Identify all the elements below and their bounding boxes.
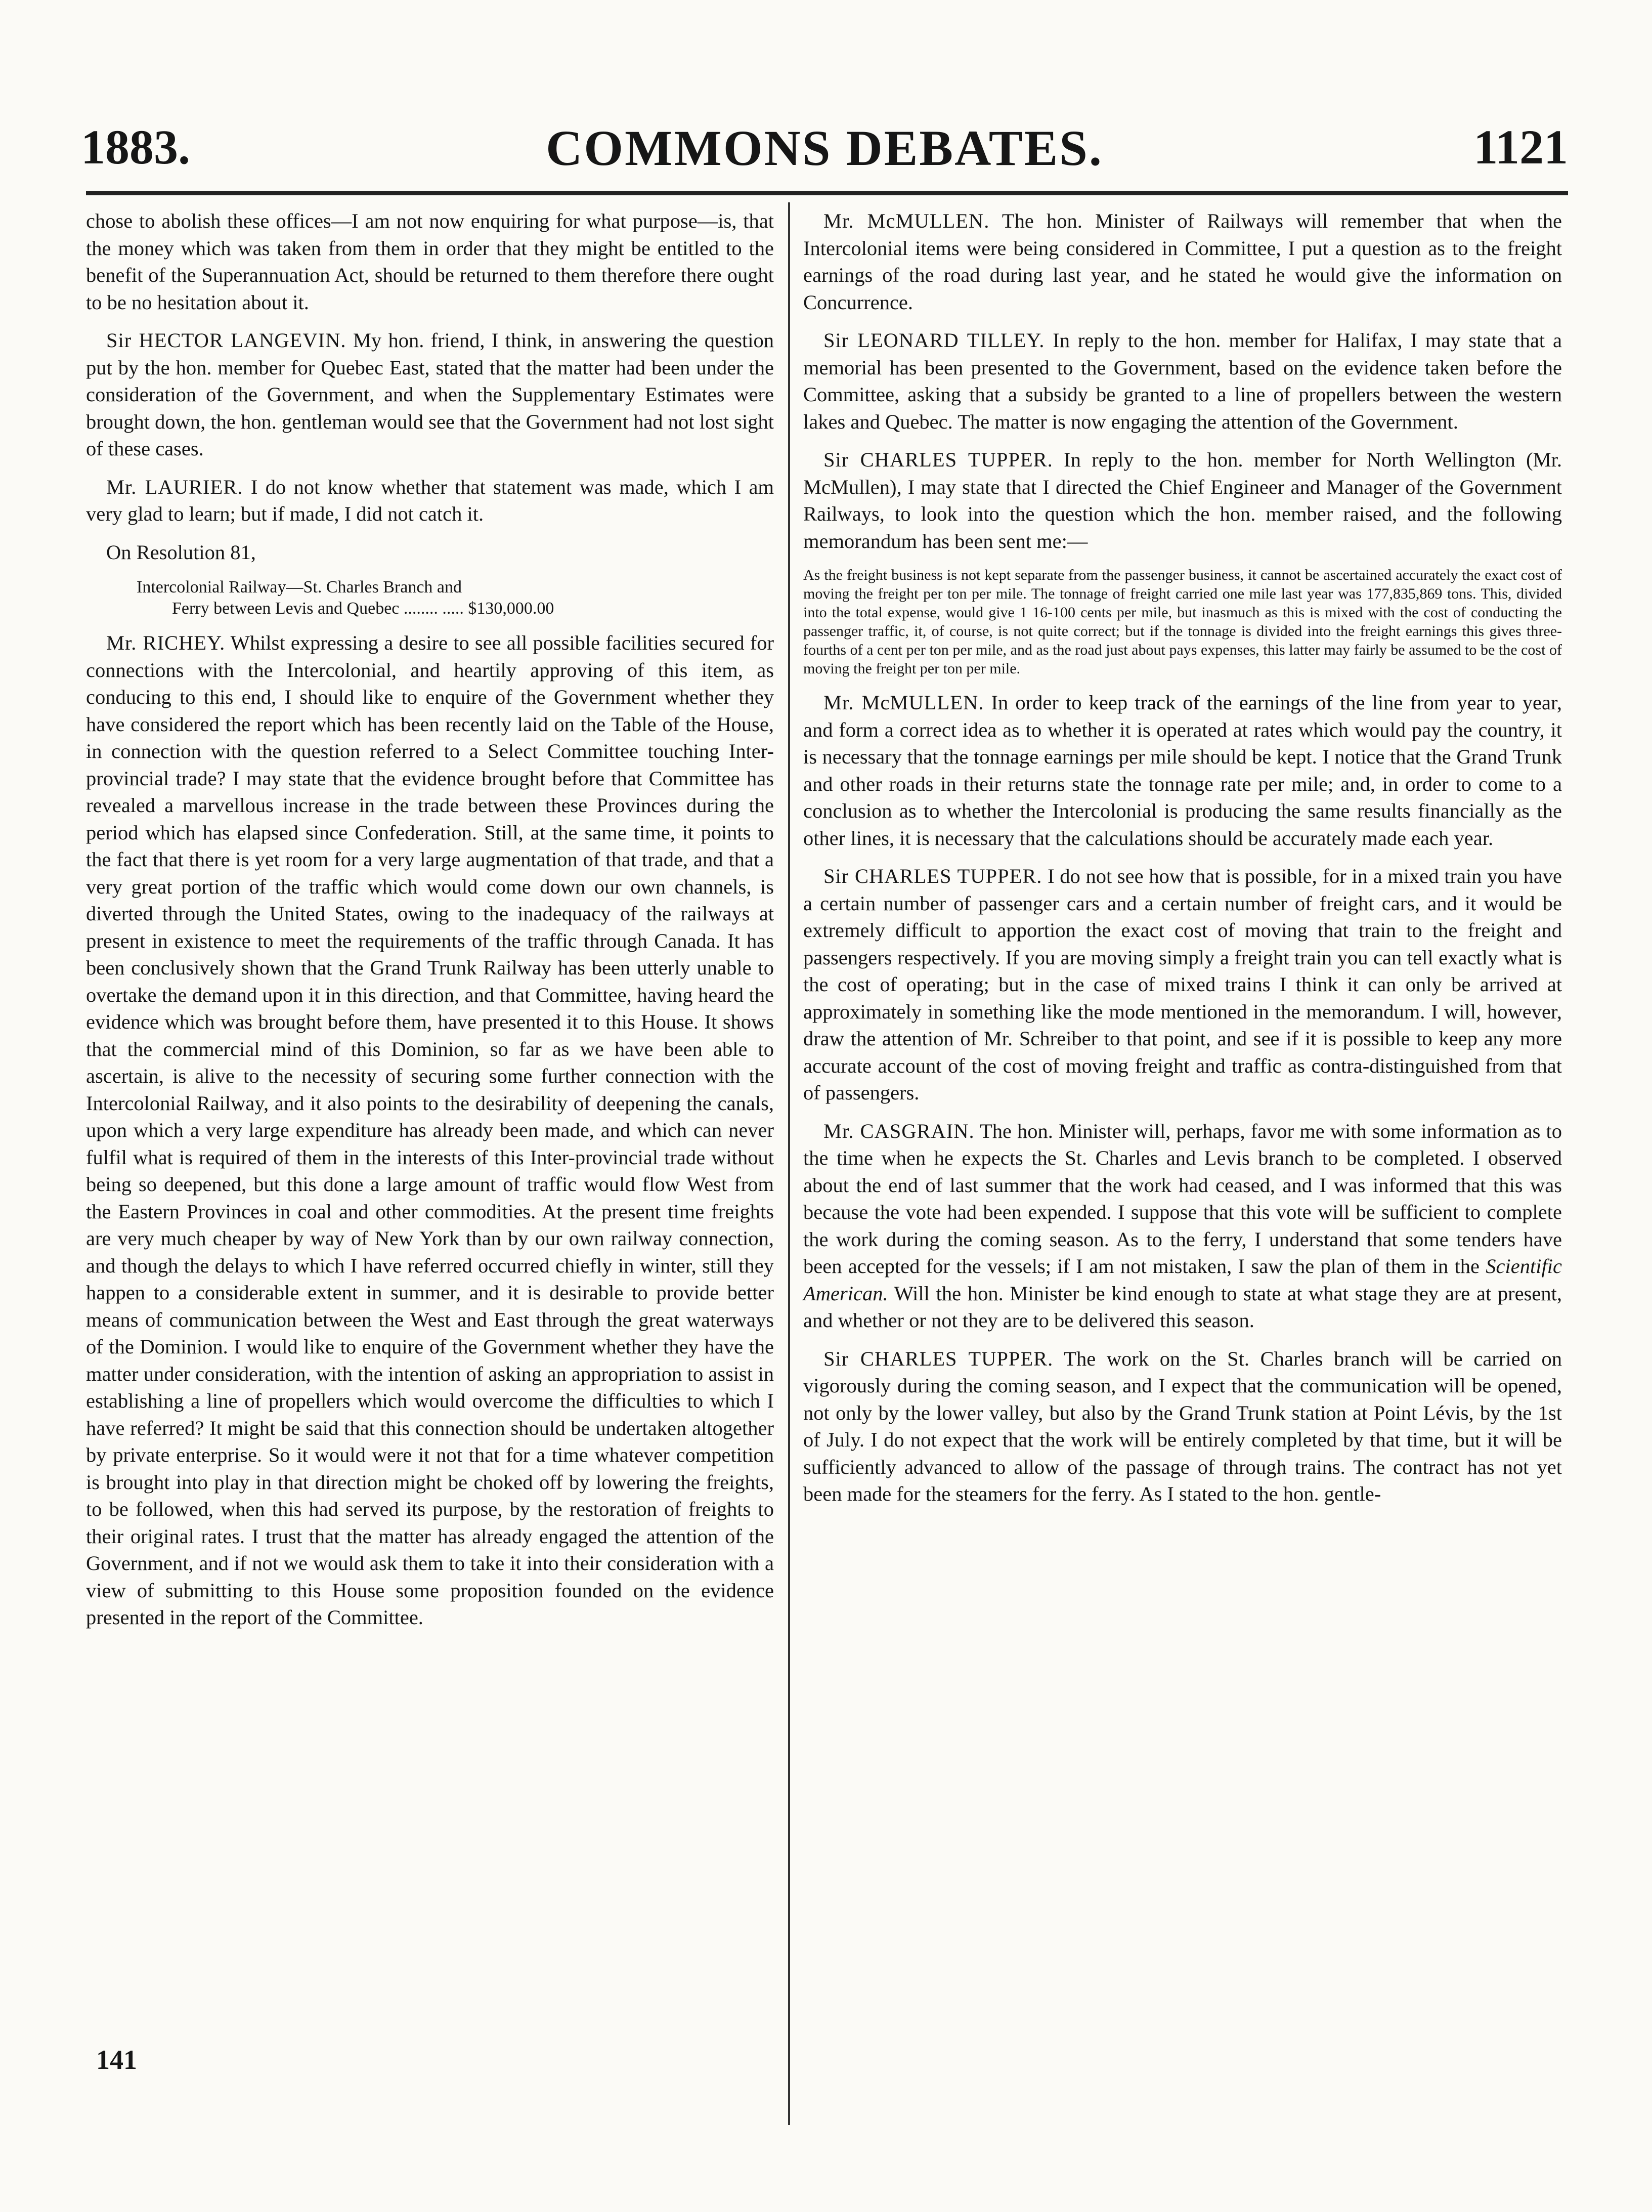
speaker-name: Sir CHARLES TUPPER. — [823, 448, 1053, 471]
column-divider — [788, 202, 790, 2125]
speech-text: In order to keep track of the earnings of the line from year to year, and form a correct idea as to whether it is operated at rates which would pay the country, it is necessary that the tonnage earnings per mile should be kept. I notice that the Grand Trunk and other roads in their returns state the tonnage rate per mile; and, in order to come to a conclusion as to whether the Intercolonial is producing the same results financially as the other lines, it is necessary that the calculations should be accurately made each year. — [803, 691, 1562, 849]
header-page-number: 1121 — [1473, 120, 1568, 174]
speech-text: My hon. friend, I think, in answering the question put by the hon. member for Quebec East, stated that the matter had been under the consideration of the Government, and when the Supplementary Estimates were brought down, the hon. gentleman would see that the Government had not lost sight of these cases. — [86, 329, 774, 460]
speech-text: In reply to the hon. member for Halifax, I may state that a memorial has been presented to the Government, based on the evidence taken before the Committee, asking that a subsidy be granted to a line of propellers between the western lakes and Quebec. The matter is now engaging the attention of the Government. — [803, 329, 1562, 433]
speech-text: In reply to the hon. member for North Wellington (Mr. McMullen), I may state that I directed the Chief Engineer and Manager of the Government Railways, to look into the question which the hon. member raised, and the following memorandum has been sent me:— — [803, 448, 1562, 552]
speech-tupper — [803, 446, 1562, 555]
speech-text: Whilst expressing a desire to see all possible facilities secured for connections with the Intercolonial, and heartily approving of this item, as conducing to this end, I should like to enquire of the Government whether they have considered the report which has been recently laid on the Table of the House, in connection with the question referred to a Select Committee touching Inter-provincial trade? I may state that the evidence brought before that Committee has revealed a marvellous increase in the trade between these Provinces during the period which has elapsed since Confederation. Still, at the same time, it points to the fact that there is yet room for a very large augmentation of that trade, and that a very great portion of the traffic which would come down our own channels, is diverted through the United States, owing to the inadequacy of the railways at present in existence to meet the requirements of the traffic through Canada. It has been conclusively shown that the Grand Trunk Railway has been utterly unable to overtake the demand upon it in this direction, and that Committee, having heard the evidence which was brought before them, have presented it to this House. It shows that the commercial mind of this Dominion, so far as we have been able to ascertain, is alive to the necessity of securing some further connection with the Intercolonial Railway, and it also points to the desirability of deepening the canals, upon which a very large expenditure has already been made, and which can never fulfil what is required of them in the interests of this Inter-provincial trade without being so deepened, but this done a large amount of traffic would flow West from the Eastern Provinces in coal and other commodities. At the present time freights are very much cheaper by way of New York than by our own railway connection, and though the delays to which I have referred occurred chiefly in winter, still they happen to a considerable extent in summer, and it is desirable to provide better means of communication between the West and East through the great waterways of the Dominion. I would like to enquire of the Government whether they have the matter under consideration, with the intention of asking an appropriation to assist in establishing a line of propellers which would overcome the difficulties to which I have referred? It might be said that this connection should be undertaken altogether by private enterprise. So it would were it not that for a time whatever competition is brought into play in that direction might be choked off by lowering the freights, to be followed, when this had served its purpose, by the restoration of freights to their original rates. I trust that the matter has already engaged the attention of the Government, and if not we would ask them to take it into their consideration with a view of submitting to this House some proposition founded on the evidence presented in the report of the Committee. — [86, 631, 774, 1629]
speech-casgrain — [803, 1118, 1562, 1334]
speech-mcmullen — [803, 207, 1562, 316]
resolution-line: Intercolonial Railway—St. Charles Branch and — [137, 578, 462, 597]
right-column — [803, 207, 1562, 1519]
speaker-name: Mr. McMULLEN. — [823, 691, 984, 714]
speech-text: The hon. Minister will, perhaps, favor me with some information as to the time when he expects the St. Charles and Levis branch to be completed. I observed about the end of last summer that the work had ceased, and I was informed that this was because the vote had been expended. I suppose that this vote will be sufficient to complete the work during the coming season. As to the ferry, I understand that some tenders have been accepted for the vessels; if I am not mistaken, I saw the plan of them in the — [803, 1119, 1562, 1278]
speech-text: The work on the St. Charles branch will be carried on vigorously during the coming season, and I expect that the communication will be opened, not only by the lower valley, but also by the Grand Trunk station at Point Lévis, by the 1st of July. I do not expect that the work will be entirely completed by that time, but it will be sufficiently advanced to allow of the passage of through trains. The contract has not yet been made for the steamers for the ferry. As I stated to the hon. gentle- — [803, 1347, 1562, 1505]
speaker-name: Sir CHARLES TUPPER. — [823, 865, 1042, 887]
speech-langevin — [86, 327, 774, 462]
resolution-line: Ferry between Levis and Quebec ........ ..... $130,000.00 — [172, 599, 554, 618]
sheet-number: 141 — [96, 2045, 137, 2075]
memorandum: As the freight business is not kept separate from the passenger business, it cannot be ascertained accurately the exact cost of moving the freight per ton per mile. The tonnage of freight carried one mile last year was 177,835,869 tons. This, divided into the total expense, would give 1 16-100 cents per mile, but inasmuch as this is mixed with the cost of conducting the passenger traffic, it, of course, is not quite correct; but if the tonnage is divided into the freight earnings this gives three-fourths of a cent per ton per mile, and as the road just about pays expenses, this latter may fairly be assumed to be the cost of moving the freight per ton per mile. — [803, 567, 1562, 677]
speech-text: I do not see how that is possible, for in a mixed train you have a certain number of passenger cars and a certain number of freight cars, and it would be extremely difficult to apportion the exact cost of moving that train to the freight and passengers respectively. If you are moving simply a freight train you can tell exactly what is the cost of operating; but in the case of mixed trains I think it can only be arrived at approximately in something like the mode mentioned in the memorandum. I will, however, draw the attention of Mr. Schreiber to that point, and see if it is possible to keep any more accurate account of the cost of moving freight and traffic as contra-distinguished from that of passengers. — [803, 865, 1562, 1104]
resolution-item — [86, 577, 774, 619]
speaker-name: Mr. LAURIER. — [106, 475, 243, 498]
speech-laurier — [86, 474, 774, 528]
header-title: COMMONS DEBATES. — [546, 120, 1103, 176]
publication-title: Scientific American. — [803, 1255, 1562, 1305]
speech-text: I do not know whether that statement was made, which I am very glad to learn; but if made, I did not catch it. — [86, 475, 774, 525]
speaker-name: Sir CHARLES TUPPER. — [823, 1347, 1054, 1370]
speech-tilley — [803, 327, 1562, 435]
speech-tupper — [803, 863, 1562, 1107]
paragraph-continuation: chose to abolish these offices—I am not now enquiring for what purpose—is, that the money which was taken from them in order that they might be entitled to the benefit of the Superannuation Act, should be returned to them therefore there ought to be no hesitation about it. — [86, 209, 774, 314]
left-column — [86, 207, 774, 1642]
speaker-name: Sir LEONARD TILLEY. — [823, 329, 1045, 352]
speaker-name: Sir HECTOR LANGEVIN. — [106, 329, 346, 352]
speech-text: The hon. Minister of Railways will remember that when the Intercolonial items were being considered in Committee, I put a question as to the freight earnings of the road during last year, and he stated he would give the information on Concurrence. — [803, 209, 1562, 314]
speaker-name: Mr. McMULLEN. — [823, 209, 990, 232]
speech-richey — [86, 629, 774, 1631]
header-year: 1883. — [81, 120, 190, 174]
resolution-intro: On Resolution 81, — [106, 540, 256, 564]
speech-mcmullen — [803, 689, 1562, 852]
speaker-name: Mr. RICHEY. — [106, 631, 226, 654]
speech-tupper — [803, 1345, 1562, 1508]
page-header — [81, 114, 1568, 190]
header-rule — [86, 191, 1568, 195]
speech-text: Will the hon. Minister be kind enough to state at what stage they are at present, and whether or not they are to be delivered this season. — [803, 1282, 1562, 1332]
speaker-name: Mr. CASGRAIN. — [823, 1119, 975, 1142]
